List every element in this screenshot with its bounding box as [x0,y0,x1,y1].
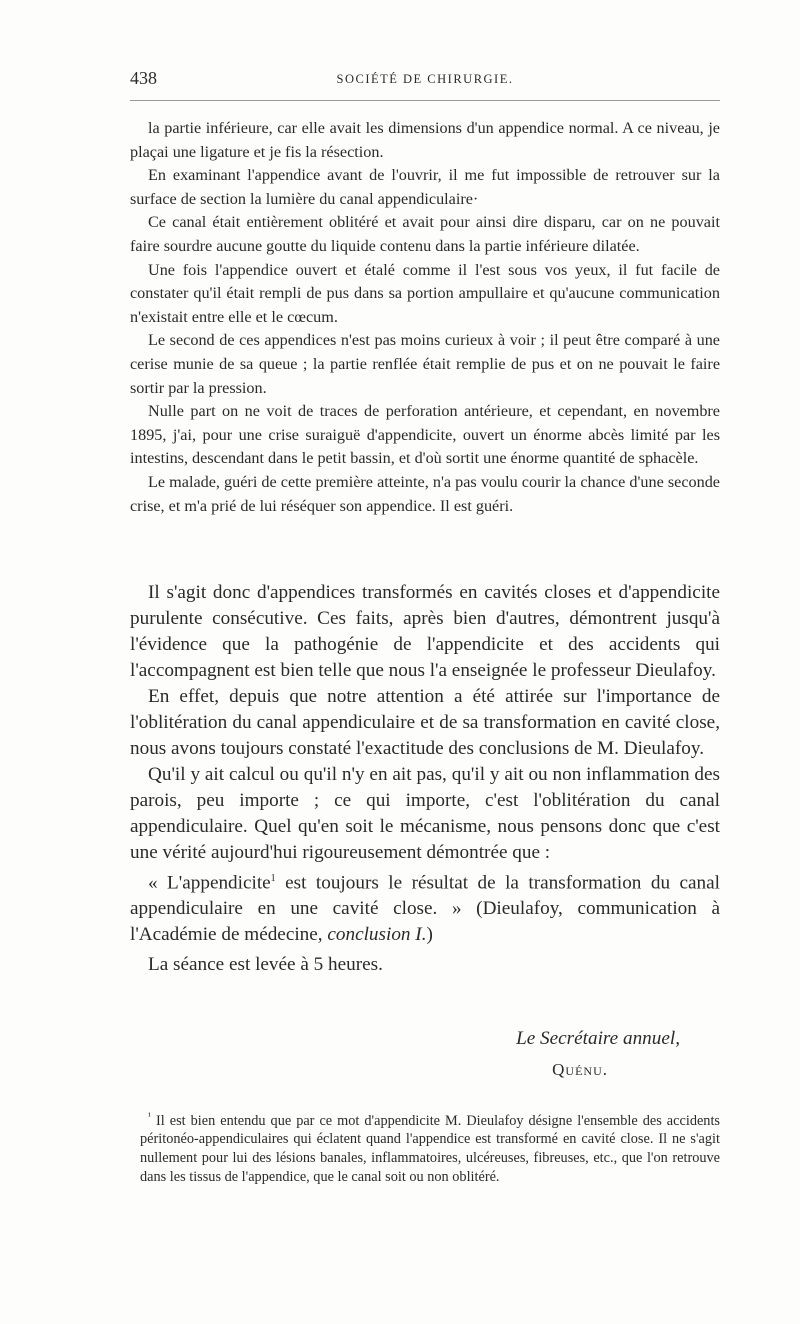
footnote-text: Il est bien entendu que par ce mot d'appendicite M. Dieulafoy désigne l'ensemble des accidents péritonéo-appendiculaires qui éclatent quand l'appendice est transformé en cavité close. Il ne s'agit nullement pour lui des lésions banales, inflammatoires, ulcéreuses, fibreuses, etc., que l'on retrouve dans les tissus de l'appendice, que le canal soit ou non oblitéré. [140,1112,720,1185]
quote-open: « L'appendicite [148,872,271,894]
quote-paragraph [130,866,720,948]
running-head: SOCIÉTÉ DE CHIRURGIE. [336,72,514,86]
footnote-marker: ¹ [148,1111,151,1122]
page-number: 438 [130,68,157,88]
paragraph: Le malade, guéri de cette première atteinte, n'a pas voulu courir la chance d'une seconde crise, et m'a prié de lui réséquer son appendice. Il est guéri. [130,472,720,515]
paragraph: la partie inférieure, car elle avait les dimensions d'un appendice normal. A ce niveau, je plaçai une ligature et je fis la résection. [130,119,720,161]
closing-line: La séance est levée à 5 heures. [148,954,383,976]
paragraph: Nulle part on ne voit de traces de perforation antérieure, et cependant, en novembre 1895, j'ai, pour une crise suraiguë d'appendicite, ouvert un énorme abcès limité par les intestins, descendant dans le petit bassin, et d'où sortit une énorme quantité de sphacèle. [130,402,720,468]
paragraph: Le second de ces appendices n'est pas moins curieux à voir ; il peut être comparé à une cerise munie de sa queue ; la partie renflée était remplie de pus et on ne pouvait le faire sortir par la pression. [130,331,720,397]
paragraph: Qu'il y ait calcul ou qu'il n'y en ait pas, qu'il y ait ou non inflammation des parois, peu importe ; ce qui importe, c'est l'oblitération du canal appendiculaire. Quel qu'en soit le mécanisme, nous pensons donc que c'est une vérité aujourd'hui rigoureusement démontrée que : [130,764,720,863]
signoff-name: Quénu. [552,1060,608,1079]
paragraph: Une fois l'appendice ouvert et étalé comme il l'est sous vos yeux, il fut facile de constater qu'il était rempli de pus dans sa portion ampullaire et qu'aucune communication n'existait entre elle et le cœcum. [130,260,720,326]
quote-body: est toujours le résultat de la transformation du canal appendiculaire en une cavité close. » (Dieulafoy, communication à l'Académie de médecine, [130,872,720,946]
paragraph: En effet, depuis que notre attention a été attirée sur l'importance de l'oblitération du canal appendiculaire et de sa transformation en cavité close, nous avons toujours constaté l'exactitude des conclusions de M. Dieulafoy. [130,686,720,759]
quote-italic: conclusion I. [327,924,427,946]
header-rule [130,100,720,101]
page-header [130,68,720,92]
footnote-reference: 1 [270,873,276,884]
signoff-title: Le Secrétaire annuel, [516,1028,680,1049]
conclusion-section [130,580,720,978]
paragraph: En examinant l'appendice avant de l'ouvrir, il me fut impossible de retrouver sur la surface de section la lumière du canal appendiculaire· [130,166,720,208]
quote-close: ) [426,924,433,946]
footnote [140,1108,720,1186]
paragraph: Ce canal était entièrement oblitéré et avait pour ainsi dire disparu, car on ne pouvait faire sourdre aucune goutte du liquide contenu dans la partie inférieure dilatée. [130,213,720,255]
small-text-section [130,117,720,518]
paragraph: Il s'agit donc d'appendices transformés en cavités closes et d'appendicite purulente consécutive. Ces faits, après bien d'autres, démontrent jusqu'à l'évidence que la pathogénie de l'appendicite et des accidents qui l'accompagnent est bien telle que nous l'a enseignée le professeur Dieulafoy. [130,582,720,681]
